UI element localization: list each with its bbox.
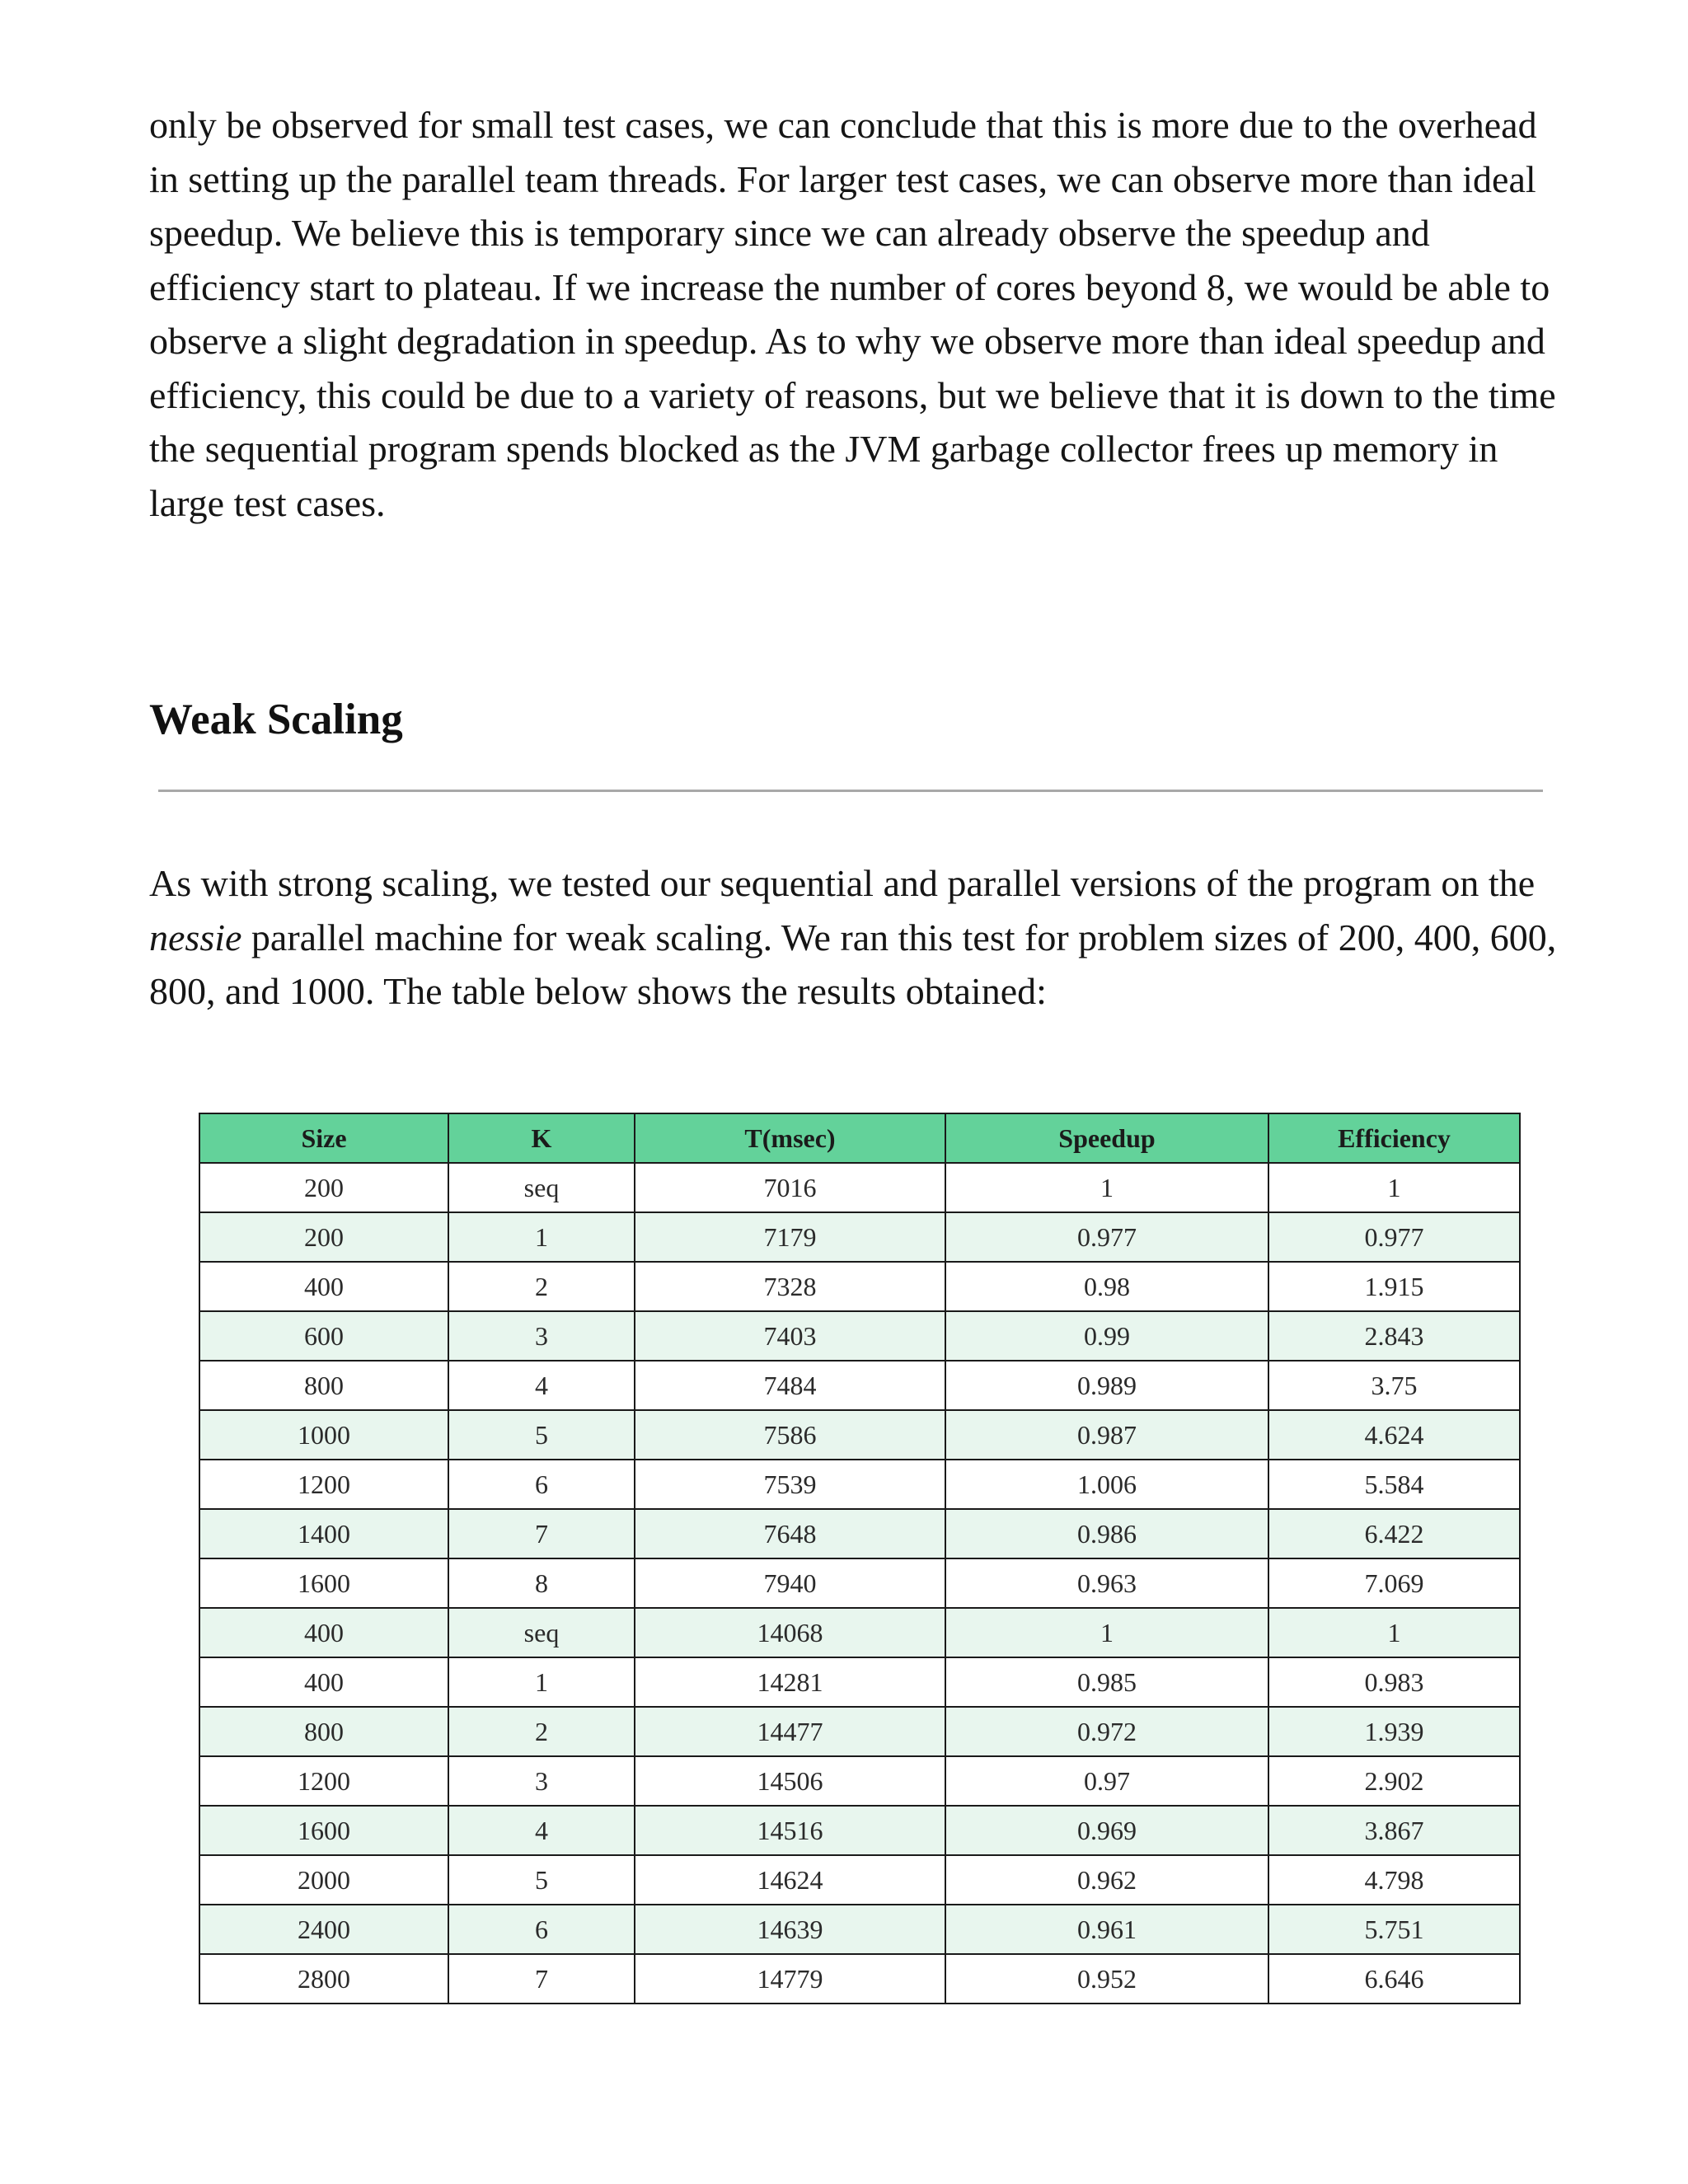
cell-efficiency: 1 [1268, 1608, 1520, 1657]
cell-size: 1200 [199, 1756, 448, 1806]
machine-name: nessie [149, 916, 242, 958]
cell-speedup: 0.962 [945, 1855, 1268, 1905]
cell-size: 1000 [199, 1410, 448, 1460]
cell-k: 4 [448, 1361, 635, 1410]
cell-time: 14639 [635, 1905, 945, 1954]
table-row [199, 1212, 1520, 1262]
cell-size: 600 [199, 1311, 448, 1361]
cell-time: 7016 [635, 1163, 945, 1212]
weak-scaling-table [199, 1113, 1521, 2004]
cell-size: 400 [199, 1262, 448, 1311]
cell-speedup: 0.972 [945, 1707, 1268, 1756]
cell-k: 7 [448, 1509, 635, 1558]
cell-k: 8 [448, 1558, 635, 1608]
table-row [199, 1262, 1520, 1311]
cell-time: 14281 [635, 1657, 945, 1707]
table-row [199, 1707, 1520, 1756]
cell-speedup: 1.006 [945, 1460, 1268, 1509]
cell-speedup: 0.98 [945, 1262, 1268, 1311]
cell-speedup: 0.987 [945, 1410, 1268, 1460]
table-row [199, 1460, 1520, 1509]
cell-k: 3 [448, 1756, 635, 1806]
header-time: T(msec) [635, 1113, 945, 1163]
cell-speedup: 1 [945, 1163, 1268, 1212]
cell-speedup: 0.977 [945, 1212, 1268, 1262]
cell-efficiency: 1.915 [1268, 1262, 1520, 1311]
cell-efficiency: 4.798 [1268, 1855, 1520, 1905]
cell-efficiency: 0.977 [1268, 1212, 1520, 1262]
table-row [199, 1905, 1520, 1954]
table-header-row [199, 1113, 1520, 1163]
cell-efficiency: 3.867 [1268, 1806, 1520, 1855]
cell-k: 4 [448, 1806, 635, 1855]
cell-time: 14779 [635, 1954, 945, 2004]
cell-efficiency: 6.422 [1268, 1509, 1520, 1558]
table-row [199, 1855, 1520, 1905]
cell-efficiency: 1.939 [1268, 1707, 1520, 1756]
table-row [199, 1608, 1520, 1657]
cell-efficiency: 1 [1268, 1163, 1520, 1212]
table-body [199, 1163, 1520, 2004]
cell-k: seq [448, 1608, 635, 1657]
cell-time: 14068 [635, 1608, 945, 1657]
table-row [199, 1657, 1520, 1707]
cell-k: 1 [448, 1212, 635, 1262]
cell-time: 7179 [635, 1212, 945, 1262]
paragraph-text-after: parallel machine for weak scaling. We ran this test for problem sizes of 200, 400, 600, 800, and 1000. The table below shows the results obtained: [149, 916, 1557, 1012]
cell-efficiency: 5.584 [1268, 1460, 1520, 1509]
table-row [199, 1954, 1520, 2004]
table-row [199, 1509, 1520, 1558]
cell-time: 7940 [635, 1558, 945, 1608]
cell-speedup: 0.985 [945, 1657, 1268, 1707]
cell-k: 2 [448, 1707, 635, 1756]
cell-k: 6 [448, 1905, 635, 1954]
cell-size: 200 [199, 1212, 448, 1262]
paragraph-text-before: As with strong scaling, we tested our sequential and parallel versions of the program on the [149, 862, 1536, 904]
cell-time: 14516 [635, 1806, 945, 1855]
cell-time: 7539 [635, 1460, 945, 1509]
cell-size: 800 [199, 1707, 448, 1756]
cell-speedup: 0.989 [945, 1361, 1268, 1410]
cell-size: 200 [199, 1163, 448, 1212]
cell-k: 6 [448, 1460, 635, 1509]
table-row [199, 1311, 1520, 1361]
section-heading: Weak Scaling [149, 696, 403, 743]
section-divider [158, 790, 1543, 792]
cell-efficiency: 7.069 [1268, 1558, 1520, 1608]
table-row [199, 1410, 1520, 1460]
table-row [199, 1756, 1520, 1806]
cell-time: 7484 [635, 1361, 945, 1410]
cell-k: 7 [448, 1954, 635, 2004]
cell-size: 400 [199, 1608, 448, 1657]
cell-size: 2400 [199, 1905, 448, 1954]
intro-paragraph: only be observed for small test cases, we can conclude that this is more due to the overhead in setting up the parallel team threads. For larger test cases, we can observe more than ideal speedup. We believe this is temporary since we can already observe the speedup and efficiency start to plateau. If we increase the number of cores beyond 8, we would be able to observe a slight degradation in speedup. As to why we observe more than ideal speedup and efficiency, this could be due to a variety of reasons, but we believe that it is down to the time the sequential program spends blocked as the JVM garbage collector frees up memory in large test cases. [149, 104, 1556, 524]
cell-efficiency: 2.843 [1268, 1311, 1520, 1361]
header-speedup: Speedup [945, 1113, 1268, 1163]
cell-size: 400 [199, 1657, 448, 1707]
cell-speedup: 0.986 [945, 1509, 1268, 1558]
cell-efficiency: 3.75 [1268, 1361, 1520, 1410]
cell-time: 14477 [635, 1707, 945, 1756]
cell-size: 1400 [199, 1509, 448, 1558]
cell-time: 7586 [635, 1410, 945, 1460]
table-row [199, 1163, 1520, 1212]
cell-speedup: 0.961 [945, 1905, 1268, 1954]
table-row [199, 1806, 1520, 1855]
cell-k: seq [448, 1163, 635, 1212]
weak-scaling-paragraph [149, 856, 1567, 1019]
cell-speedup: 0.97 [945, 1756, 1268, 1806]
cell-speedup: 0.963 [945, 1558, 1268, 1608]
cell-efficiency: 5.751 [1268, 1905, 1520, 1954]
cell-size: 2800 [199, 1954, 448, 2004]
cell-efficiency: 6.646 [1268, 1954, 1520, 2004]
cell-speedup: 0.969 [945, 1806, 1268, 1855]
cell-k: 1 [448, 1657, 635, 1707]
cell-efficiency: 2.902 [1268, 1756, 1520, 1806]
table-row [199, 1361, 1520, 1410]
header-size: Size [199, 1113, 448, 1163]
header-efficiency: Efficiency [1268, 1113, 1520, 1163]
cell-size: 1200 [199, 1460, 448, 1509]
cell-k: 3 [448, 1311, 635, 1361]
cell-size: 800 [199, 1361, 448, 1410]
cell-time: 7328 [635, 1262, 945, 1311]
cell-k: 5 [448, 1410, 635, 1460]
cell-speedup: 0.952 [945, 1954, 1268, 2004]
cell-time: 14624 [635, 1855, 945, 1905]
cell-time: 14506 [635, 1756, 945, 1806]
cell-k: 5 [448, 1855, 635, 1905]
cell-size: 1600 [199, 1806, 448, 1855]
cell-efficiency: 0.983 [1268, 1657, 1520, 1707]
cell-size: 1600 [199, 1558, 448, 1608]
table-row [199, 1558, 1520, 1608]
cell-efficiency: 4.624 [1268, 1410, 1520, 1460]
cell-size: 2000 [199, 1855, 448, 1905]
cell-speedup: 0.99 [945, 1311, 1268, 1361]
cell-speedup: 1 [945, 1608, 1268, 1657]
cell-time: 7403 [635, 1311, 945, 1361]
cell-time: 7648 [635, 1509, 945, 1558]
header-k: K [448, 1113, 635, 1163]
cell-k: 2 [448, 1262, 635, 1311]
